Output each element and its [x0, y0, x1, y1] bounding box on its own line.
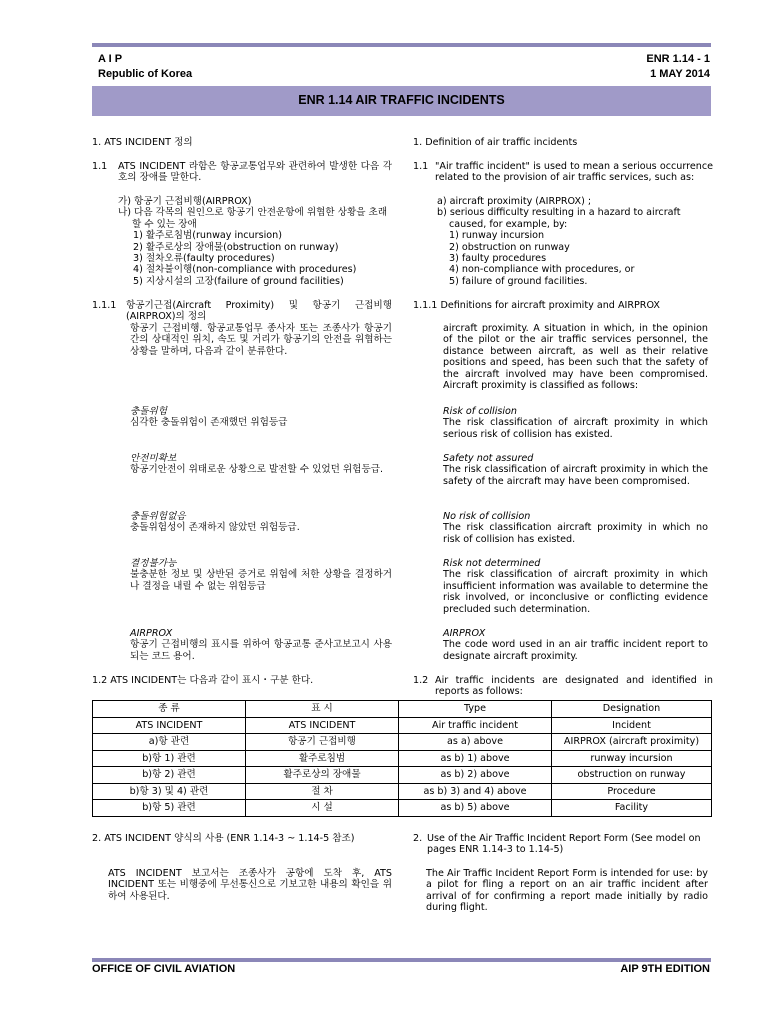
table-cell: 활주로침범	[246, 750, 399, 767]
ko-s11-number: 1.1	[92, 161, 108, 172]
ko-section-1-2: 1.2 ATS INCIDENT는 다음과 같이 표시・구분 한다.	[92, 675, 314, 686]
ko-section-2-heading: 2. ATS INCIDENT 양식의 사용 (ENR 1.14-3 ~ 1.14-5 참조)	[92, 833, 355, 844]
en-incident-list	[437, 196, 708, 287]
ko-na-item: 2) 활주로상의 장애물(obstruction on runway)	[133, 241, 339, 253]
en-class-airprox	[443, 628, 708, 662]
title-banner	[92, 86, 711, 116]
en-section-2-body: The Air Traffic Incident Report Form is intended for use: by a pilot for fling a report on an air traffic incident after arrival of for confirming a report made initially by radio during flight.	[426, 868, 708, 914]
ko-na-sublist	[118, 230, 392, 287]
table-cell: as b) 5) above	[399, 800, 552, 817]
ko-risk-desc: 심각한 충돌위험이 존재했던 위험등급	[130, 417, 288, 429]
ko-na-item: 1) 활주로침범(runway incursion)	[133, 230, 282, 242]
table-row	[93, 767, 712, 784]
en-norisk-desc: The risk classification aircraft proximity in which no risk of collision has existed.	[443, 522, 708, 545]
ko-s111-heading: 항공기근접(Aircraft Proximity) 및 항공기 근접비행(AIRPROX)의 정의	[126, 300, 392, 323]
table-cell: as b) 2) above	[399, 767, 552, 784]
table-row	[93, 717, 712, 734]
en-s2-number: 2.	[413, 833, 423, 844]
ko-section-1-1	[92, 161, 392, 184]
en-section-1-1-1: 1.1.1 Definitions for aircraft proximity and AIRPROX	[413, 300, 660, 311]
table-cell: 시 설	[246, 800, 399, 817]
ko-class-norisk	[130, 511, 392, 534]
header-right	[646, 52, 710, 82]
en-s2-text: Use of the Air Traffic Incident Report Form (See model on pages ENR 1.14-3 to 1.14-5)	[427, 833, 701, 856]
ko-s11-text: ATS INCIDENT 라함은 항공교통업무와 관련하여 발생한 다음 각 호의 장애를 말한다.	[118, 161, 392, 184]
en-section-1-heading: 1. Definition of air traffic incidents	[413, 137, 578, 148]
en-s11-number: 1.1	[413, 161, 429, 172]
table-cell: Air traffic incident	[399, 717, 552, 734]
ko-na-item: 3) 절차오류(faulty procedures)	[133, 253, 275, 265]
page-reference: ENR 1.14 - 1	[646, 53, 710, 65]
en-undet-title: Risk not determined	[443, 558, 541, 569]
ko-section-1-1-1	[92, 300, 392, 323]
footer-rule	[92, 958, 711, 962]
table-cell: obstruction on runway	[552, 767, 712, 784]
header-left	[98, 52, 192, 82]
effective-date: 1 MAY 2014	[650, 68, 710, 80]
ko-class-undetermined	[130, 558, 392, 592]
en-class-norisk	[443, 511, 708, 545]
en-risk-desc: The risk classification of aircraft proximity in which serious risk of collision has existed.	[443, 417, 708, 440]
ko-airprox-desc: 항공기 근접비행의 표시를 위하여 항공교통 준사고보고시 사용되는 코드 용어.	[130, 639, 392, 662]
ko-risk-title: 충돌위험	[130, 406, 168, 417]
ko-na-item: 4) 절차불이행(non-compliance with procedures)	[133, 264, 357, 276]
table-cell: Incident	[552, 717, 712, 734]
ko-undet-desc: 불충분한 정보 및 상반된 증거로 위험에 처한 상황을 결정하거나 결정을 내릴 수 없는 위험등급	[130, 569, 392, 592]
ko-norisk-title: 충돌위험없음	[130, 511, 186, 522]
table-header-row	[93, 701, 712, 718]
table-cell: runway incursion	[552, 750, 712, 767]
ko-item-na: 나) 다음 각목의 원인으로 항공기 안전운항에 위협한 상황을 초래할 수 있는 장애	[118, 207, 388, 230]
table-cell: ATS INCIDENT	[246, 717, 399, 734]
en-section-1-2	[413, 675, 713, 698]
ko-safety-desc: 항공기안전이 위태로운 상황으로 발전할 수 있었던 위험등급.	[130, 464, 384, 476]
ko-class-airprox	[130, 628, 392, 662]
ko-incident-list	[118, 196, 392, 287]
en-b-item: 2) obstruction on runway	[449, 241, 570, 253]
en-b-item: 5) failure of ground facilities.	[449, 275, 588, 287]
table-cell: 활주로상의 장애물	[246, 767, 399, 784]
ko-na-item: 5) 지상시설의 고장(failure of ground facilities)	[133, 275, 344, 287]
en-airprox-title: AIRPROX	[443, 628, 486, 639]
en-undet-desc: The risk classification of aircraft proximity in which insufficient information was available to determine the risk involved, or inconclusive or conflicting evidence precluded such determination.	[443, 569, 708, 615]
en-b-item: 4) non-compliance with procedures, or	[449, 264, 635, 276]
table-cell: as b) 1) above	[399, 750, 552, 767]
state-name: Republic of Korea	[98, 68, 193, 80]
en-b-sublist	[437, 230, 708, 287]
table-cell: as b) 3) and 4) above	[399, 783, 552, 800]
en-norisk-title: No risk of collision	[443, 511, 531, 522]
table-cell: 항공기 근접비행	[246, 734, 399, 751]
ko-class-risk	[130, 406, 392, 429]
ko-s111-number: 1.1.1	[92, 300, 117, 311]
en-item-a: a) aircraft proximity (AIRPROX) ;	[437, 196, 592, 207]
en-class-risk	[443, 406, 708, 440]
ko-undet-title: 결정불가능	[130, 558, 177, 569]
en-section-1-1	[413, 161, 713, 184]
table-cell: Facility	[552, 800, 712, 817]
table-cell: b)항 1) 관련	[93, 750, 246, 767]
en-class-safety	[443, 453, 708, 487]
table-cell: 절 차	[246, 783, 399, 800]
footer-edition: AIP 9TH EDITION	[620, 963, 710, 975]
ko-class-safety	[130, 453, 392, 476]
en-b-item: 1) runway incursion	[449, 230, 545, 242]
table-cell: a)항 관련	[93, 734, 246, 751]
table-cell: AIRPROX (aircraft proximity)	[552, 734, 712, 751]
en-risk-title: Risk of collision	[443, 406, 517, 417]
ko-section-2-body: ATS INCIDENT 보고서는 조종사가 공항에 도착 후, ATS INCIDENT 또는 비행중에 무선통신으로 기보고한 내용의 확인을 위하여 사용된다.	[108, 868, 392, 902]
ko-item-ga: 가) 항공기 근접비행(AIRPROX)	[118, 196, 252, 207]
ko-s111-body: 항공기 근접비행. 항공교통업무 종사자 또는 조종사가 항공기간의 상대적인 위치, 속도 및 거리가 항공기의 안전을 위협하는 상황을 말하며, 다음과 같이 분류한다.	[130, 323, 392, 357]
table-cell: ATS INCIDENT	[93, 717, 246, 734]
en-item-b: b) serious difficulty resulting in a hazard to aircraft caused, for example, by:	[437, 207, 681, 230]
en-s11-text: "Air traffic incident" is used to mean a serious occurrence related to the provision of air traffic services, such as:	[435, 161, 713, 184]
table-row	[93, 750, 712, 767]
ko-airprox-title: AIRPROX	[130, 628, 173, 639]
en-s111-body: aircraft proximity. A situation in which, in the opinion of the pilot or the air traffic services personnel, the distance between aircraft, as well as their relative positions and speed, has been such that the safety of the aircraft involved may have been compromised. Aircraft proximity is classified as follows:	[443, 323, 708, 392]
table-cell: b)항 3) 및 4) 관련	[93, 783, 246, 800]
ko-section-1-heading: 1. ATS INCIDENT 정의	[92, 137, 193, 148]
ko-safety-title: 안전미확보	[130, 453, 177, 464]
table-header: 표 시	[246, 701, 399, 718]
table-row	[93, 783, 712, 800]
header-rule	[92, 43, 711, 47]
en-class-undetermined	[443, 558, 708, 615]
incident-designation-table	[92, 700, 712, 817]
en-airprox-desc: The code word used in an air traffic incident report to designate aircraft proximity.	[443, 639, 708, 662]
table-cell: b)항 5) 관련	[93, 800, 246, 817]
en-safety-desc: The risk classification of aircraft proximity in which the safety of the aircraft may have been compromised.	[443, 464, 708, 487]
table-row	[93, 734, 712, 751]
table-cell: as a) above	[399, 734, 552, 751]
footer-authority: OFFICE OF CIVIL AVIATION	[92, 963, 236, 975]
en-s12-text: Air traffic incidents are designated and identified in reports as follows:	[435, 675, 713, 698]
en-section-2-heading	[413, 833, 713, 856]
en-s12-number: 1.2	[413, 675, 429, 686]
table-row	[93, 800, 712, 817]
ko-norisk-desc: 충돌위험성이 존재하지 않았던 위험등급.	[130, 522, 300, 534]
table-header: 종 류	[93, 701, 246, 718]
table-header: Designation	[552, 701, 712, 718]
table-cell: Procedure	[552, 783, 712, 800]
page-title: ENR 1.14 AIR TRAFFIC INCIDENTS	[298, 93, 505, 108]
table-cell: b)항 2) 관련	[93, 767, 246, 784]
en-b-item: 3) faulty procedures	[449, 253, 547, 265]
aip-label: A I P	[98, 53, 123, 65]
table-header: Type	[399, 701, 552, 718]
en-safety-title: Safety not assured	[443, 453, 534, 464]
